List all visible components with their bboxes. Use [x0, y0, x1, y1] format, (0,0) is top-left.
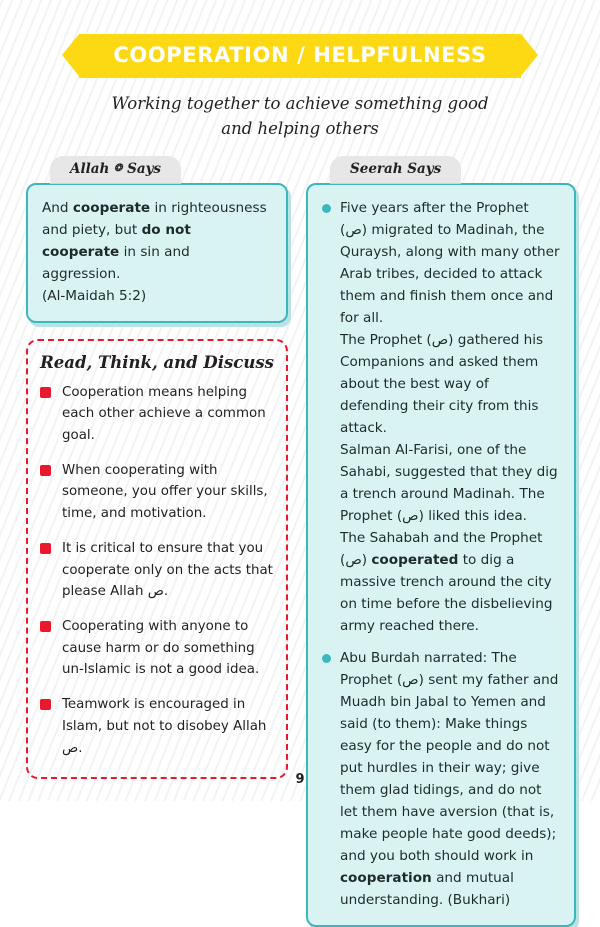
- seerah-paragraph-3: Salman Al-Farisi, one of the Sahabi, suggested that they dig a trench around Madinah. The Prophet (ص) liked this idea.: [340, 441, 558, 524]
- seerah-final-bold: cooperated: [371, 551, 459, 568]
- allah-says-tab-label: Allah: [70, 160, 110, 177]
- hadith-bold: cooperation: [340, 870, 432, 887]
- page-number: 9: [295, 772, 305, 787]
- subtitle-line-2: and helping others: [221, 118, 379, 138]
- list-item: It is critical to ensure that you cooperate only on the acts that please Allah ص.: [40, 538, 274, 603]
- page-subtitle: [85, 92, 515, 142]
- allah-says-tab: [50, 156, 181, 183]
- list-item: Teamwork is encouraged in Islam, but not to disobey Allah ص.: [40, 694, 274, 759]
- list-item: Cooperation means helping each other achieve a common goal.: [40, 382, 274, 447]
- seerah-says-card: [306, 183, 576, 927]
- hadith-text-part-1: Abu Burdah narrated: The Prophet (ص) sent my father and Muadh bin Jabal to Yemen and said (to them): Make things easy for the people and do not put hurdles in their way; give them glad tidings, and do not let them have aversion (that is, make people hate good deeds); and you both should work in: [340, 649, 559, 865]
- seerah-final-part-1: The Sahabah and the Prophet (ص): [340, 529, 543, 568]
- sallallahu-glyph-icon: ❂: [114, 162, 123, 174]
- hadith-text-part-2: and mutual understanding. (Bukhari): [340, 870, 514, 909]
- quote-bold-2: do not cooperate: [42, 221, 191, 260]
- quote-bold-1: cooperate: [72, 199, 151, 216]
- list-item: Cooperating with anyone to cause harm or do something un-Islamic is not a good idea.: [40, 616, 274, 681]
- right-column: [306, 156, 576, 927]
- content-columns: [26, 156, 574, 927]
- seerah-final-part-2: to dig a massive trench around the city on time before the disbelieving army reached there.: [340, 551, 553, 634]
- left-column: [26, 156, 288, 780]
- discuss-list: [40, 382, 274, 760]
- seerah-says-tab: Seerah Says: [330, 156, 461, 183]
- list-item: When cooperating with someone, you offer your skills, time, and motivation.: [40, 460, 274, 525]
- seerah-paragraph-4: [340, 527, 560, 637]
- title-banner-wrap: [26, 34, 574, 78]
- quote-text-part-3: in sin and aggression.: [42, 243, 190, 282]
- read-think-discuss-card: [26, 339, 288, 780]
- read-think-discuss-title: Read, Think, and Discuss: [40, 352, 274, 372]
- quote-reference: (Al-Maidah 5:2): [42, 287, 147, 304]
- quote-text-part-2: in righteousness and piety, but: [42, 199, 267, 238]
- quran-quote-card: [26, 183, 288, 323]
- seerah-paragraph-1: Five years after the Prophet (ص) migrated to Madinah, the Quraysh, along with many other Arab tribes, decided to attack them and finish them once and for all.: [340, 199, 560, 326]
- allah-says-tab-suffix: Says: [127, 160, 162, 177]
- quote-text-part-1: And: [42, 199, 73, 216]
- page-title: COOPERATION / HELPFULNESS: [79, 34, 520, 78]
- seerah-list: [322, 197, 560, 912]
- seerah-paragraph-2: The Prophet (ص) gathered his Companions and asked them about the best way of defending their city from this attack.: [340, 331, 544, 436]
- subtitle-line-1: Working together to achieve something good: [111, 94, 489, 114]
- list-item: [322, 197, 560, 637]
